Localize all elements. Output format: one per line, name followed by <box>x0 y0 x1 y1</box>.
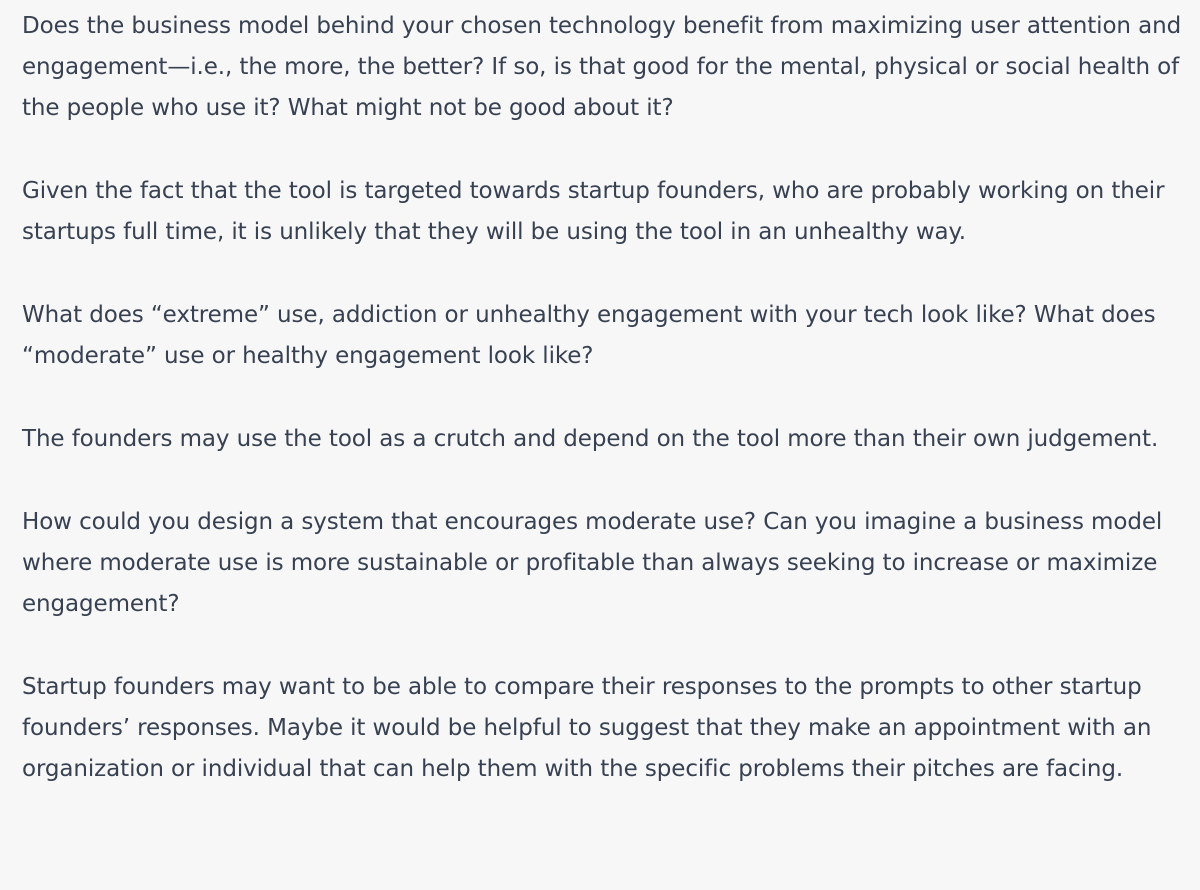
answer-3-paragraph: Startup founders may want to be able to compare their responses to the prompts to other startup founders’ responses. Maybe it would be helpful to suggest that they make an appointment with an organization or individual that can help them with the specific problems their pitches are facing. <box>22 674 1152 782</box>
paragraph-gap <box>22 377 1182 419</box>
question-3-paragraph: How could you design a system that encourages moderate use? Can you imagine a business model where moderate use is more sustainable or profitable than always seeking to increase or maximize engagement? <box>22 509 1163 617</box>
document-content <box>22 0 1182 790</box>
question-1-paragraph: Does the business model behind your chosen technology benefit from maximizing user attention and engagement—i.e., the more, the better? If so, is that good for the mental, physical or social health of the people who use it? What might not be good about it? <box>22 13 1182 121</box>
paragraph-gap <box>22 129 1182 171</box>
answer-2-paragraph: The founders may use the tool as a crutch and depend on the tool more than their own judgement. <box>22 426 1159 452</box>
paragraph-gap <box>22 253 1182 295</box>
answer-1-paragraph: Given the fact that the tool is targeted towards startup founders, who are probably working on their startups full time, it is unlikely that they will be using the tool in an unhealthy way. <box>22 178 1165 245</box>
paragraph-gap <box>22 625 1182 667</box>
paragraph-gap <box>22 460 1182 502</box>
question-2-paragraph: What does “extreme” use, addiction or unhealthy engagement with your tech look like? What does “moderate” use or healthy engagement look like? <box>22 302 1156 369</box>
